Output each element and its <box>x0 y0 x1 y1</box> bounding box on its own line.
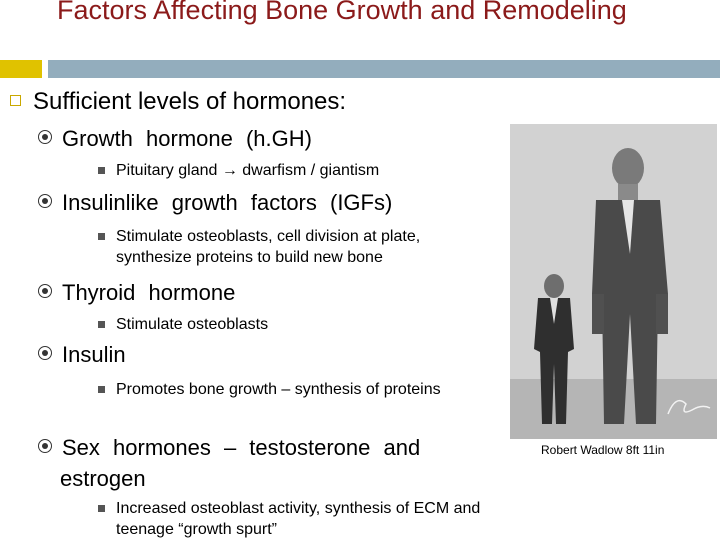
filled-square-bullet-icon <box>98 386 105 393</box>
main-bullet-text: Sufficient levels of hormones: <box>33 88 347 115</box>
photo-caption: Robert Wadlow 8ft 11in <box>541 443 665 457</box>
main-bullet <box>10 88 346 116</box>
hormone-detail-text: Stimulate osteoblasts, cell division at plate, synthesize proteins to build new bone <box>116 228 421 266</box>
hormone-name: Growth hormone (h.GH) <box>62 126 312 151</box>
hormone-detail-text: Promotes bone growth – synthesis of proteins <box>116 381 441 398</box>
photo-illustration <box>510 124 717 439</box>
slide-title: Factors Affecting Bone Growth and Remodeling <box>57 0 627 25</box>
title-rule <box>48 60 720 78</box>
photo-robert-wadlow <box>510 124 717 439</box>
filled-square-bullet-icon <box>98 233 105 240</box>
circle-bullet-icon <box>38 346 52 360</box>
circle-bullet-icon <box>38 194 52 208</box>
hormone-detail-text: Stimulate osteoblasts <box>116 316 269 333</box>
filled-square-bullet-icon <box>98 505 105 512</box>
hormone-item <box>38 126 312 152</box>
circle-bullet-icon <box>38 439 52 453</box>
hormone-item <box>38 342 126 368</box>
hormone-item <box>38 432 490 494</box>
hormone-name: Thyroid hormone <box>62 280 236 305</box>
filled-square-bullet-icon <box>98 321 105 328</box>
hormone-name: Sex hormones – testosterone and estrogen <box>60 435 421 491</box>
hormone-name: Insulin <box>62 342 126 367</box>
hormone-detail-text: Pituitary gland → dwarfism / giantism <box>116 162 380 179</box>
filled-square-bullet-icon <box>98 167 105 174</box>
hormone-item <box>38 190 392 216</box>
hormone-detail-text: Increased osteoblast activity, synthesis of ECM and teenage “growth spurt” <box>116 500 481 538</box>
title-rule-accent <box>0 60 42 78</box>
circle-bullet-icon <box>38 284 52 298</box>
hormone-name: Insulinlike growth factors (IGFs) <box>62 190 393 215</box>
square-bullet-icon <box>10 95 21 106</box>
circle-bullet-icon <box>38 130 52 144</box>
hormone-item <box>38 280 235 306</box>
